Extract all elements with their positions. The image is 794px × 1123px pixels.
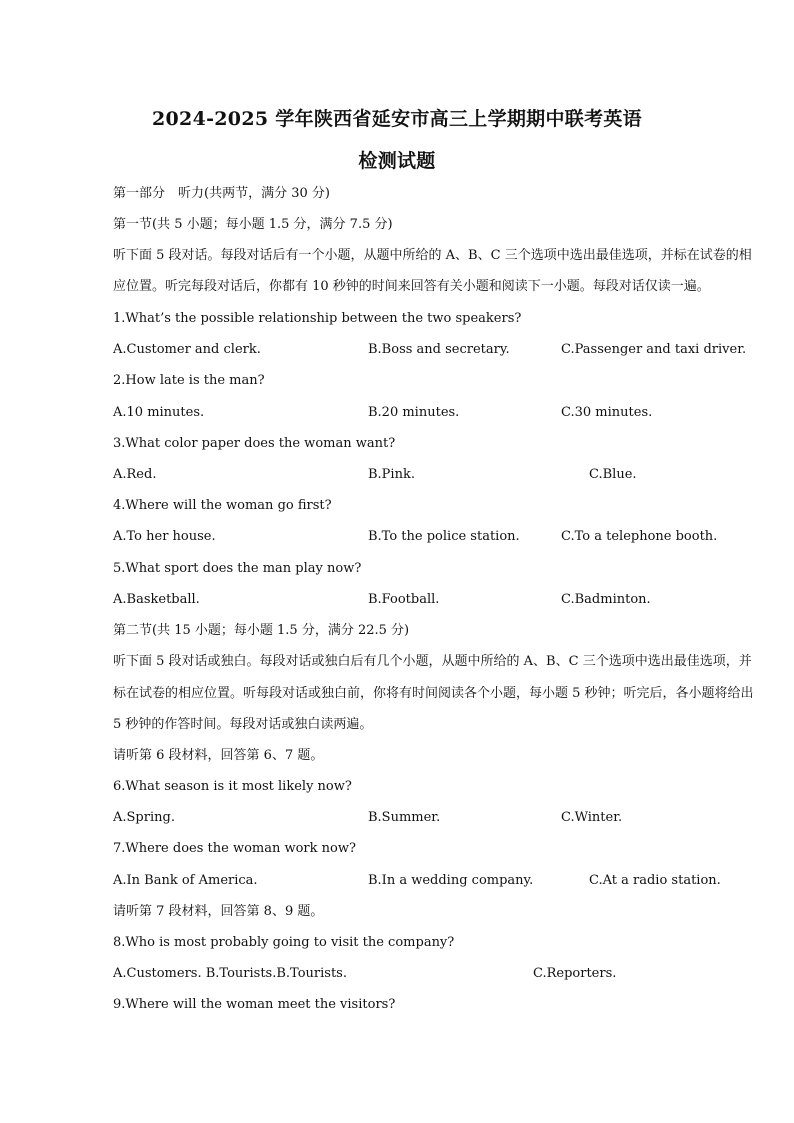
question-text: 5.What sport does the man play now? (113, 561, 362, 576)
material-instruction: 请听第 6 段材料，回答第 6、7 题。 (113, 748, 324, 763)
option-c: C.Badminton. (561, 592, 651, 607)
option-c: C.To a telephone booth. (561, 529, 718, 544)
option-c: C.At a radio station. (589, 873, 721, 888)
option-c: C.Blue. (589, 467, 637, 482)
section-instructions: 5 秒钟的作答时间。每段对话或独白读两遍。 (113, 717, 373, 732)
option-a: A.Basketball. (113, 592, 200, 607)
document-subtitle: 检测试题 (358, 150, 436, 172)
option-a: A.10 minutes. (113, 405, 205, 420)
question-text: 1.What’s the possible relationship between the two speakers? (113, 311, 522, 326)
question-text: 6.What season is it most likely now? (113, 779, 352, 794)
material-instruction: 请听第 7 段材料，回答第 8、9 题。 (113, 904, 324, 919)
document-title: 2024-2025 学年陕西省延安市高三上学期期中联考英语 (152, 108, 642, 130)
option-a: A.Customer and clerk. (113, 342, 261, 357)
option-c: C.Reporters. (533, 966, 617, 981)
part-heading: 第一部分 听力(共两节，满分 30 分) (113, 186, 330, 201)
option-c: C.Winter. (561, 810, 623, 825)
question-text: 4.Where will the woman go first? (113, 498, 332, 513)
option-b: B.Summer. (368, 810, 441, 825)
option-b: B.Pink. (368, 467, 415, 482)
section-instructions: 听下面 5 段对话。每段对话后有一个小题，从题中所给的 A、B、C 三个选项中选出最佳选项，并标在试卷的相 (113, 248, 752, 263)
option-b: B.In a wedding company. (368, 873, 534, 888)
question-text: 9.Where will the woman meet the visitors? (113, 997, 396, 1012)
section-instructions: 应位置。听完每段对话后，你都有 10 秒钟的时间来回答有关小题和阅读下一小题。每段对话仅读一遍。 (113, 279, 710, 294)
question-text: 8.Who is most probably going to visit the company? (113, 935, 455, 950)
option-a: A.In Bank of America. (113, 873, 258, 888)
option-b: B.To the police station. (368, 529, 520, 544)
option-b: B.Football. (368, 592, 440, 607)
option-c: C.30 minutes. (561, 405, 653, 420)
option-b: B.Boss and secretary. (368, 342, 510, 357)
option-a: A.To her house. (113, 529, 216, 544)
option-a: A.Spring. (113, 810, 175, 825)
option-c: C.Passenger and taxi driver. (561, 342, 747, 357)
section-heading: 第一节(共 5 小题；每小题 1.5 分，满分 7.5 分) (113, 217, 393, 232)
option-a-b: A.Customers. B.Tourists.B.Tourists. (113, 966, 347, 981)
section-instructions: 听下面 5 段对话或独白。每段对话或独白后有几个小题，从题中所给的 A、B、C 三个选项中选出最佳选项，并 (113, 654, 752, 669)
option-a: A.Red. (113, 467, 157, 482)
question-text: 2.How late is the man? (113, 373, 265, 388)
question-text: 3.What color paper does the woman want? (113, 436, 396, 451)
section-heading: 第二节(共 15 小题；每小题 1.5 分，满分 22.5 分) (113, 623, 410, 638)
section-instructions: 标在试卷的相应位置。听每段对话或独白前，你将有时间阅读各个小题，每小题 5 秒钟；听完后，各小题将给出 (113, 686, 754, 701)
option-b: B.20 minutes. (368, 405, 460, 420)
question-text: 7.Where does the woman work now? (113, 841, 356, 856)
